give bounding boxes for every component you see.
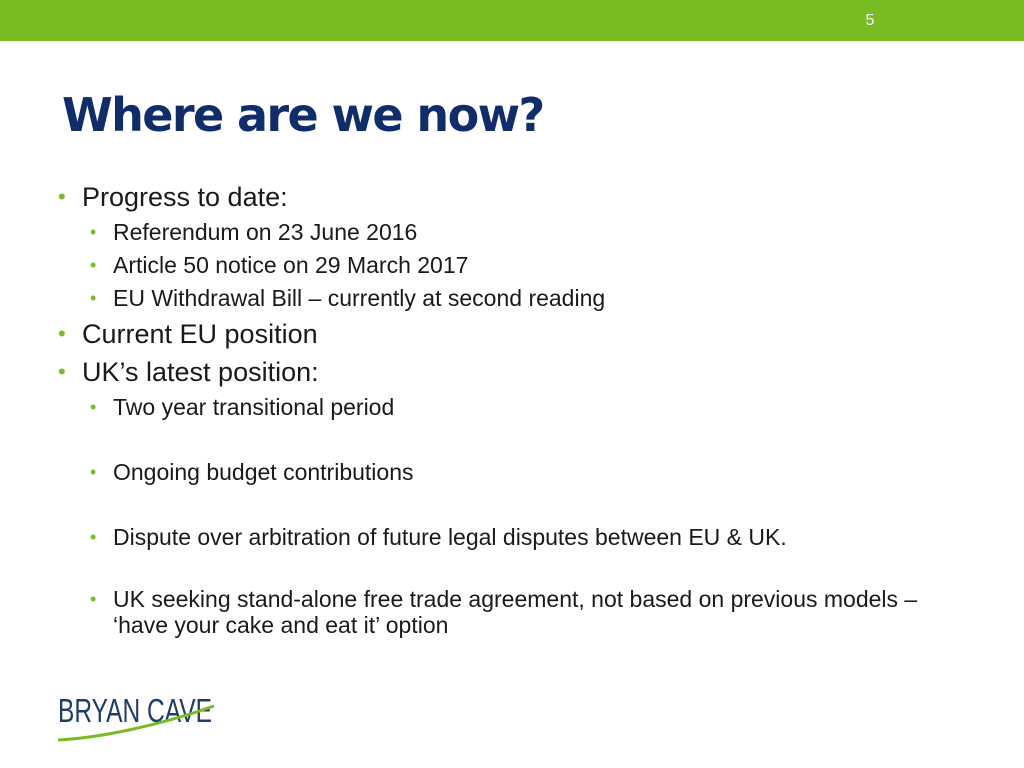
bullet-dot-icon: • (58, 321, 66, 346)
top-accent-bar (0, 0, 1024, 41)
bullet-text: Article 50 notice on 29 March 2017 (113, 252, 469, 278)
bullet-dispute (58, 521, 958, 554)
bullet-text: UK seeking stand-alone free trade agreement, not based on previous models – ‘have your cake and eat it’ option (113, 586, 918, 638)
logo-wordmark: BRYAN CAVE (58, 692, 212, 729)
bullet-eu-position (58, 315, 958, 353)
bullet-budget (58, 456, 958, 489)
bullet-text: UK’s latest position: (82, 357, 319, 387)
bullet-article50 (58, 249, 958, 282)
bullet-text: EU Withdrawal Bill – currently at second reading (113, 285, 606, 311)
bullet-transitional (58, 391, 958, 424)
bullet-uk-position (58, 353, 958, 391)
bullet-text: Ongoing budget contributions (113, 459, 414, 485)
bullet-withdrawal (58, 282, 958, 315)
bullet-dot-icon: • (90, 462, 97, 482)
bullet-dot-icon: • (90, 589, 97, 609)
slide-title: Where are we now? (62, 88, 544, 142)
bullet-dot-icon: • (90, 527, 97, 547)
page-number: 5 (865, 12, 875, 29)
bullet-text: Current EU position (82, 319, 318, 349)
bullet-text: Two year transitional period (113, 394, 395, 420)
bullet-dot-icon: • (90, 397, 97, 417)
bullet-text: Progress to date: (82, 182, 288, 212)
bullet-text: Referendum on 23 June 2016 (113, 219, 418, 245)
bullet-text: Dispute over arbitration of future legal disputes between EU & UK. (113, 524, 787, 550)
bullet-fta (58, 586, 958, 638)
bullet-progress (58, 178, 958, 216)
bryan-cave-logo (58, 688, 218, 742)
bullet-dot-icon: • (90, 288, 97, 308)
bullet-dot-icon: • (90, 255, 97, 275)
bullet-dot-icon: • (90, 222, 97, 242)
bullet-dot-icon: • (58, 359, 66, 384)
bullet-dot-icon: • (58, 184, 66, 209)
bullet-referendum (58, 216, 958, 249)
bullet-list (58, 178, 958, 638)
